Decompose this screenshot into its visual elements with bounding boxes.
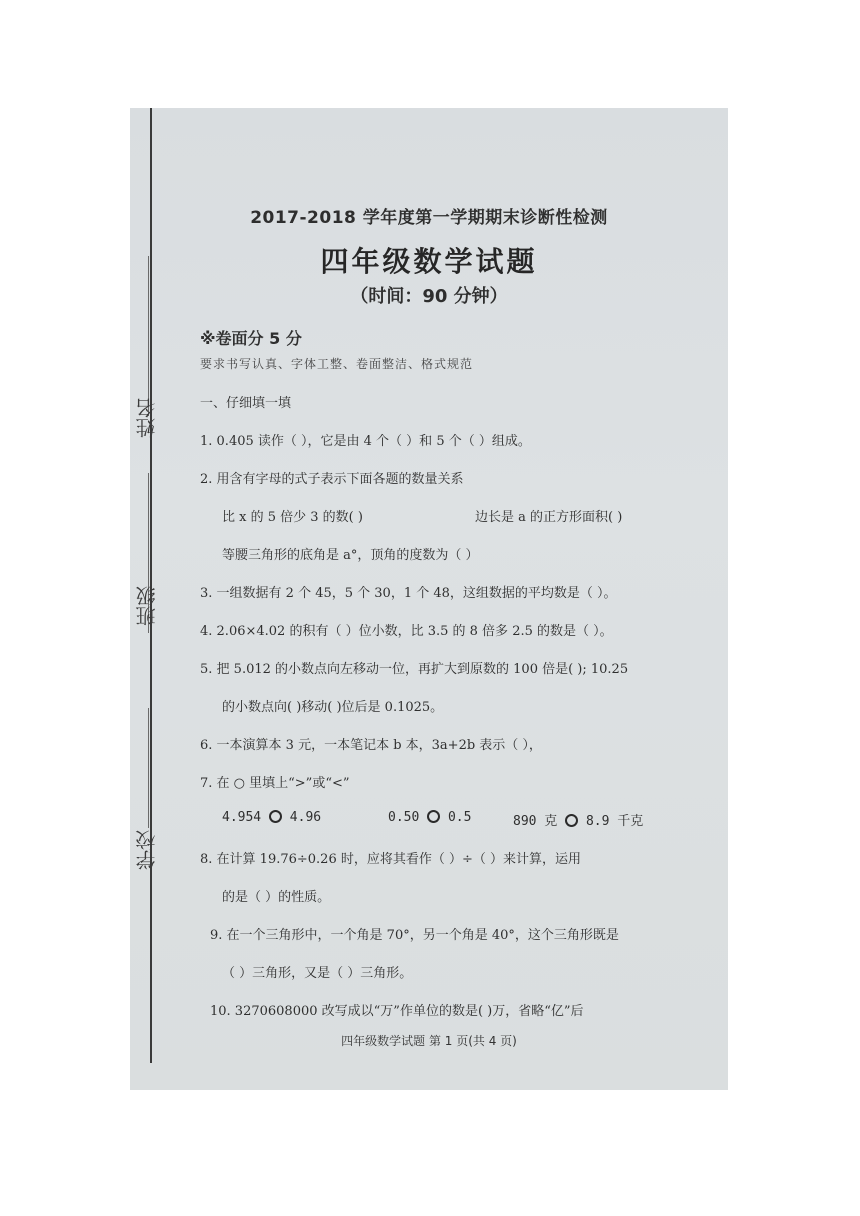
question-10: 10. 3270608000 改写成以“万”作单位的数是( )万，省略“亿”后 xyxy=(210,1004,584,1019)
question-2: 2. 用含有字母的式子表示下面各题的数量关系 xyxy=(200,472,464,487)
question-7: 7. 在 ○ 里填上“>”或“<” xyxy=(200,776,350,791)
compare-3-right: 8.9 千克 xyxy=(585,814,644,829)
compare-1-right: 4.96 xyxy=(289,810,322,825)
compare-circle-2[interactable] xyxy=(427,810,440,823)
side-label-name: 姓名 xyxy=(135,398,159,438)
side-label-school: 学校 xyxy=(135,830,159,870)
compare-circle-3[interactable] xyxy=(565,814,578,827)
compare-3 xyxy=(513,810,643,829)
question-2a: 比 x 的 5 倍少 3 的数( ) xyxy=(222,510,363,525)
compare-circle-1[interactable] xyxy=(269,810,282,823)
question-3: 3. 一组数据有 2 个 45，5 个 30，1 个 48，这组数据的平均数是（ ）。 xyxy=(200,586,617,601)
compare-1 xyxy=(222,810,321,825)
question-2c: 等腰三角形的底角是 a°，顶角的度数为（ ） xyxy=(222,548,479,563)
compare-3-left: 890 克 xyxy=(513,814,558,829)
neatness-heading: ※卷面分 5 分 xyxy=(200,329,302,348)
exam-title: 四年级数学试题 xyxy=(320,245,538,278)
question-6: 6. 一本演算本 3 元，一本笔记本 b 本，3a+2b 表示（ ）， xyxy=(200,738,542,753)
school-blank-line xyxy=(148,708,149,828)
side-label-class: 班级 xyxy=(135,586,159,626)
compare-2-left: 0.50 xyxy=(388,810,420,825)
question-4: 4. 2.06×4.02 的积有（ ）位小数，比 3.5 的 8 倍多 2.5 的数是（ ）。 xyxy=(200,624,613,639)
name-blank-line xyxy=(148,256,149,416)
question-2b: 边长是 a 的正方形面积( ) xyxy=(475,510,623,525)
exam-time: （时间：90 分钟） xyxy=(350,286,508,307)
page-footer: 四年级数学试题 第 1 页(共 4 页) xyxy=(341,1034,517,1048)
exam-photo xyxy=(130,108,728,1090)
question-9: 9. 在一个三角形中，一个角是 70°，另一个角是 40°，这个三角形既是 xyxy=(210,928,619,943)
question-9b: （ ）三角形，又是（ ）三角形。 xyxy=(222,966,413,981)
question-5: 5. 把 5.012 的小数点向左移动一位，再扩大到原数的 100 倍是( ); 10.25 xyxy=(200,662,629,677)
neatness-requirement: 要求书写认真、字体工整、卷面整洁、格式规范 xyxy=(200,357,474,371)
section-heading: 一、仔细填一填 xyxy=(200,396,292,411)
exam-subtitle: 2017-2018 学年度第一学期期末诊断性检测 xyxy=(250,208,608,228)
compare-2-right: 0.5 xyxy=(447,810,472,825)
question-8b: 的是（ ）的性质。 xyxy=(222,890,331,905)
question-5b: 的小数点向( )移动( )位后是 0.1025。 xyxy=(222,700,444,715)
compare-1-left: 4.954 xyxy=(222,810,262,825)
compare-2 xyxy=(388,810,471,825)
question-8: 8. 在计算 19.76÷0.26 时，应将其看作（ ）÷（ ）来计算，运用 xyxy=(200,852,582,867)
question-1: 1. 0.405 读作（ ），它是由 4 个（ ）和 5 个（ ）组成。 xyxy=(200,434,531,449)
